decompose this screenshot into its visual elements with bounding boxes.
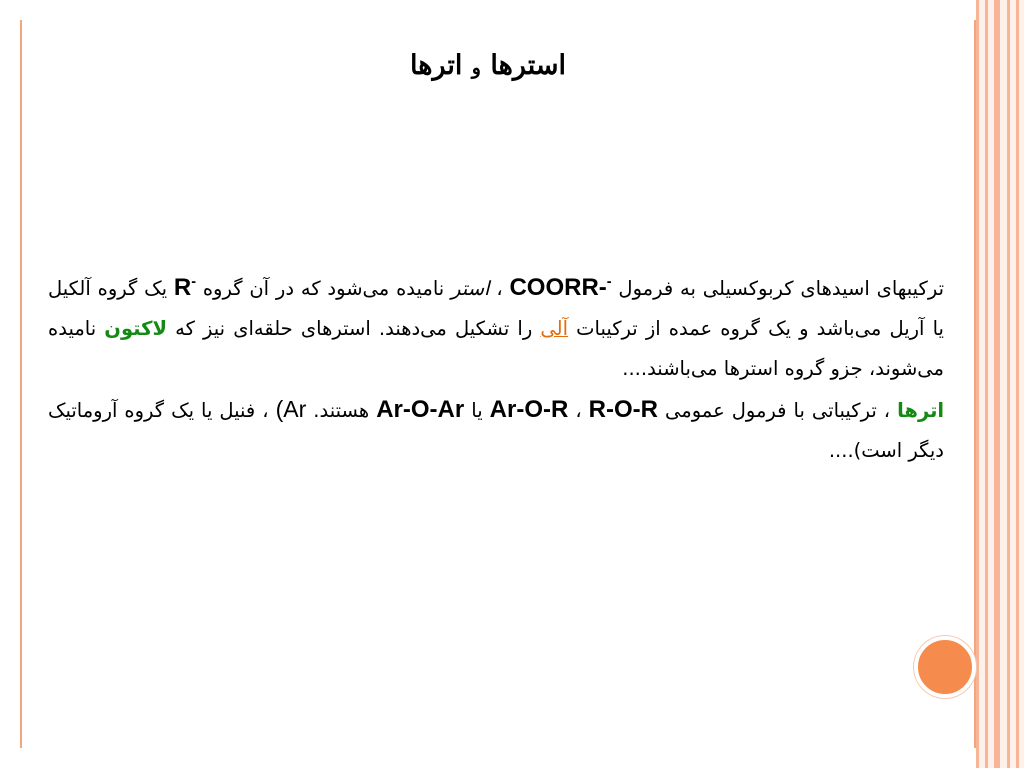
- r-group: [174, 274, 196, 301]
- ar-symbol: (Ar: [275, 396, 307, 422]
- text-span: ،: [575, 399, 582, 422]
- body-text: [48, 262, 944, 471]
- organic-link[interactable]: آلی: [540, 317, 568, 340]
- text-span: نامیده می‌شود که در آن گروه: [202, 277, 445, 300]
- lactone-term: لاکتون: [104, 317, 167, 340]
- ester-formula: [509, 274, 611, 301]
- title-secondary: اترها: [409, 50, 463, 81]
- paragraph-esters: [48, 262, 944, 389]
- stripe: [1007, 0, 1010, 768]
- title-connector: و: [471, 57, 481, 79]
- text-span: هستند.: [313, 399, 370, 422]
- stripe: [994, 0, 1000, 768]
- text-span: ، ترکیباتی با فرمول عمومی: [665, 399, 891, 422]
- formula-r: COOR: [509, 274, 582, 301]
- stripe: [985, 0, 988, 768]
- formula-coor: R-: [581, 274, 607, 301]
- text-span: ترکیبهای اسیدهای کربوکسیلی به فرمول: [618, 277, 945, 300]
- text-span: یک گروه آلکیل یا آریل می‌باشد و یک گروه عمده از ترکیبات: [48, 277, 944, 340]
- slide-left-border: [20, 20, 22, 748]
- slide-title: [20, 50, 956, 81]
- stripe: [1016, 0, 1019, 768]
- text-span: ، فنیل یا یک گروه آروماتیک دیگر است)....: [48, 399, 944, 462]
- title-main: استرها: [490, 50, 567, 81]
- r-group-base: R: [173, 274, 192, 301]
- text-span: ،: [496, 277, 503, 300]
- formula-sup: -: [606, 274, 612, 290]
- text-span: یا: [471, 399, 483, 422]
- paragraph-ethers: [48, 389, 944, 471]
- decorative-stripes: [976, 0, 1024, 768]
- stripe: [976, 0, 979, 768]
- formula-r-o-r: R-O-R: [588, 396, 658, 423]
- text-span: نامیده می‌شوند، جزو گروه استرها می‌باشند....: [48, 317, 944, 380]
- r-group-sup: -: [191, 274, 196, 290]
- decorative-circle: [914, 636, 976, 698]
- formula-ar-o-r: Ar-O-R: [489, 396, 569, 423]
- formula-ar-o-ar: Ar-O-Ar: [376, 396, 465, 423]
- ethers-term: اترها: [897, 399, 945, 422]
- ester-term: استر: [451, 277, 490, 300]
- text-span: را تشکیل می‌دهند. استرهای حلقه‌ای نیز که: [175, 317, 533, 340]
